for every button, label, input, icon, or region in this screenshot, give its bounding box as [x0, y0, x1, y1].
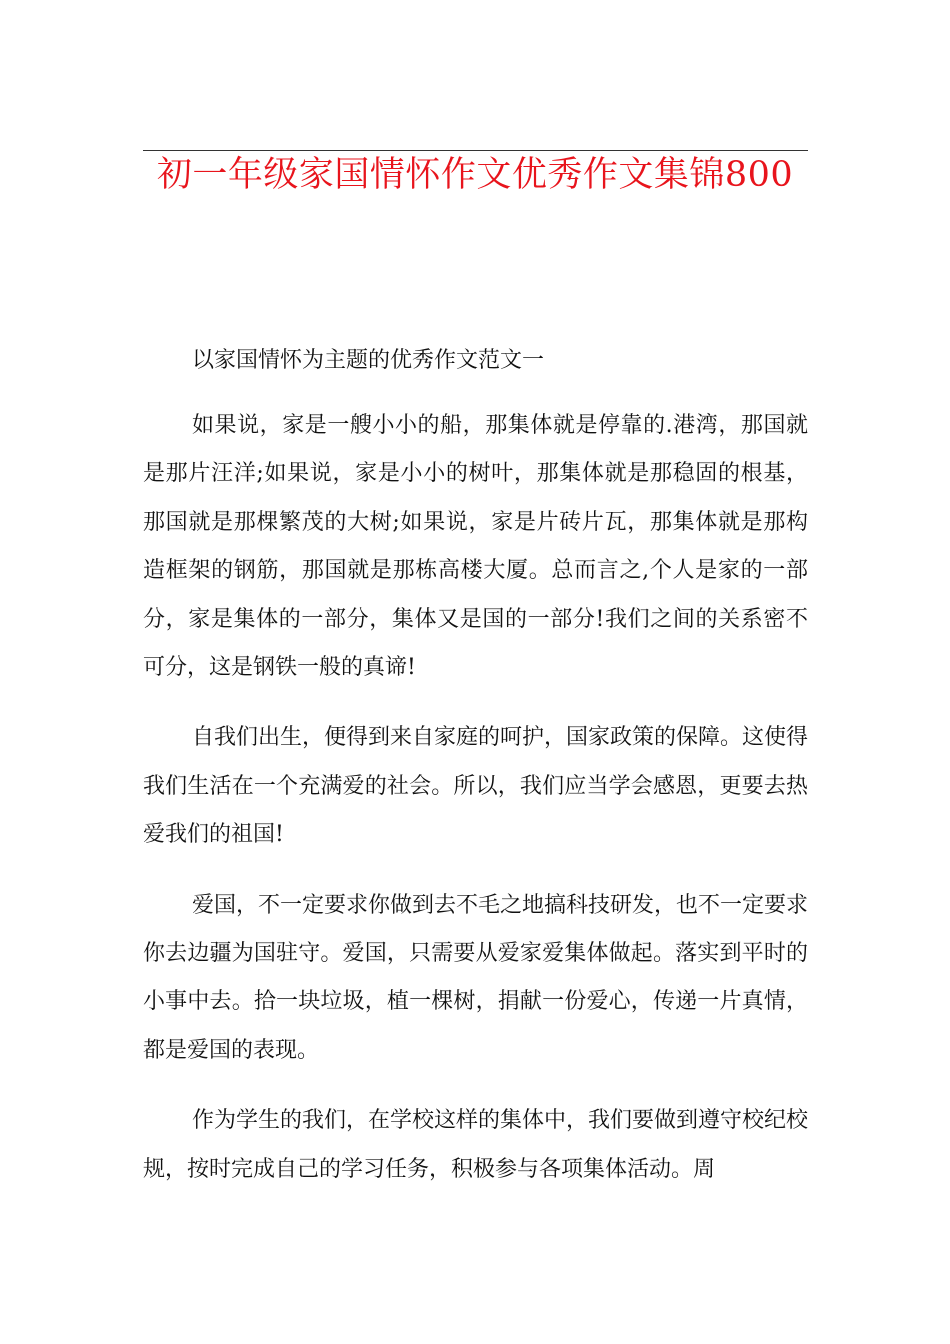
paragraph-1: 如果说，家是一艘小小的船，那集体就是停靠的.港湾，那国就是那片汪洋;如果说，家是小小的树叶，那集体就是那稳固的根基，那国就是那棵繁茂的大树;如果说，家是片砖片瓦，那集体就是那构造框架的钢筋，那国就是那栋高楼大厦。总而言之,个人是家的一部分，家是集体的一部分，集体又是国的一部分!我们之间的关系密不可分，这是钢铁一般的真谛! — [143, 413, 808, 681]
essay-subtitle: 以家国情怀为主题的优秀作文范文一 — [192, 348, 545, 373]
header-rule — [143, 150, 808, 151]
document-body — [143, 338, 808, 1194]
paragraph-2: 自我们出生，便得到来自家庭的呵护，国家政策的保障。这使得我们生活在一个充满爱的社会。所以，我们应当学会感恩，更要去热爱我们的祖国! — [143, 725, 809, 848]
paragraph-3: 爱国，不一定要求你做到去不毛之地搞科技研发，也不一定要求你去边疆为国驻守。爱国，只需要从爱家爱集体做起。落实到平时的小事中去。拾一块垃圾，植一棵树，捐献一份爱心，传递一片真情，都是爱国的表现。 — [143, 892, 809, 1063]
paragraph-4: 作为学生的我们，在学校这样的集体中，我们要做到遵守校纪校规，按时完成自己的学习任务，积极参与各项集体活动。周 — [143, 1108, 809, 1182]
document-title: 初一年级家国情怀作文优秀作文集锦800 — [156, 155, 794, 195]
